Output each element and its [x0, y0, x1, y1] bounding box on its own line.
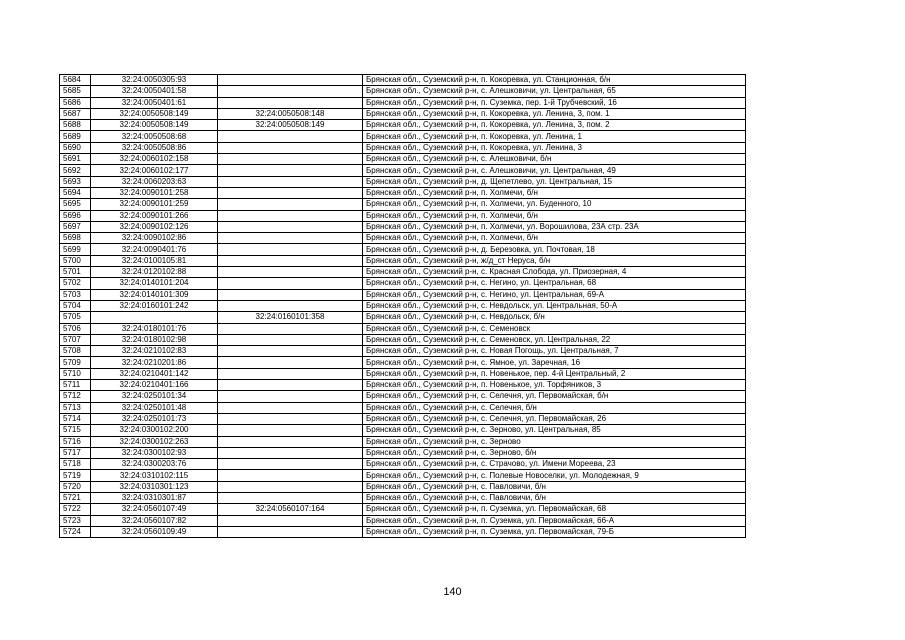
related-cadastral-number-cell	[218, 323, 363, 334]
cadastral-number-cell: 32:24:0050305:93	[91, 75, 218, 86]
cadastral-number-cell: 32:24:0210401:142	[91, 368, 218, 379]
row-number-cell: 5712	[60, 391, 91, 402]
table-row	[60, 154, 746, 165]
row-number-cell: 5711	[60, 380, 91, 391]
address-cell: Брянская обл., Суземский р-н, с. Зерново, б/н	[363, 447, 746, 458]
page-number: 140	[443, 586, 462, 598]
cadastral-number-cell: 32:24:0090101:259	[91, 199, 218, 210]
cadastral-number-cell: 32:24:0140101:204	[91, 278, 218, 289]
address-cell: Брянская обл., Суземский р-н, п. Холмечи, б/н	[363, 233, 746, 244]
cadastral-number-cell: 32:24:0300102:263	[91, 436, 218, 447]
row-number-cell: 5710	[60, 368, 91, 379]
registry-table-body	[60, 75, 746, 538]
table-row	[60, 413, 746, 424]
row-number-cell: 5705	[60, 312, 91, 323]
row-number-cell: 5716	[60, 436, 91, 447]
registry-table	[59, 74, 746, 538]
related-cadastral-number-cell	[218, 492, 363, 503]
address-cell: Брянская обл., Суземский р-н, п. Кокоревка, ул. Станционная, б/н	[363, 75, 746, 86]
related-cadastral-number-cell	[218, 233, 363, 244]
table-row	[60, 526, 746, 537]
row-number-cell: 5699	[60, 244, 91, 255]
row-number-cell: 5687	[60, 108, 91, 119]
address-cell: Брянская обл., Суземский р-н, п. Кокоревка, ул. Ленина, 1	[363, 131, 746, 142]
address-cell: Брянская обл., Суземский р-н, п. Холмечи, б/н	[363, 187, 746, 198]
table-row	[60, 312, 746, 323]
address-cell: Брянская обл., Суземский р-н, с. Павловичи, б/н	[363, 481, 746, 492]
address-cell: Брянская обл., Суземский р-н, п. Суземка, ул. Первомайская, 66-А	[363, 515, 746, 526]
row-number-cell: 5689	[60, 131, 91, 142]
cadastral-number-cell: 32:24:0060102:177	[91, 165, 218, 176]
address-cell: Брянская обл., Суземский р-н, с. Алешковичи, ул. Центральная, 49	[363, 165, 746, 176]
cadastral-number-cell: 32:24:0060203:63	[91, 176, 218, 187]
related-cadastral-number-cell	[218, 470, 363, 481]
cadastral-number-cell: 32:24:0310301:123	[91, 481, 218, 492]
row-number-cell: 5717	[60, 447, 91, 458]
table-row	[60, 86, 746, 97]
related-cadastral-number-cell	[218, 289, 363, 300]
related-cadastral-number-cell	[218, 413, 363, 424]
table-row	[60, 425, 746, 436]
row-number-cell: 5702	[60, 278, 91, 289]
related-cadastral-number-cell	[218, 97, 363, 108]
related-cadastral-number-cell	[218, 459, 363, 470]
address-cell: Брянская обл., Суземский р-н, п. Кокоревка, ул. Ленина, 3, пом. 2	[363, 120, 746, 131]
address-cell: Брянская обл., Суземский р-н, с. Негино, ул. Центральная, 69-А	[363, 289, 746, 300]
cadastral-number-cell: 32:24:0090102:86	[91, 233, 218, 244]
cadastral-number-cell: 32:24:0310102:115	[91, 470, 218, 481]
row-number-cell: 5688	[60, 120, 91, 131]
row-number-cell: 5718	[60, 459, 91, 470]
address-cell: Брянская обл., Суземский р-н, п. Холмечи, ул. Ворошилова, 23А стр. 23А	[363, 221, 746, 232]
table-row	[60, 447, 746, 458]
related-cadastral-number-cell	[218, 447, 363, 458]
cadastral-number-cell: 32:24:0050508:68	[91, 131, 218, 142]
table-row	[60, 334, 746, 345]
cadastral-number-cell: 32:24:0560109:49	[91, 526, 218, 537]
row-number-cell: 5703	[60, 289, 91, 300]
address-cell: Брянская обл., Суземский р-н, д. Березовка, ул. Почтовая, 18	[363, 244, 746, 255]
cadastral-number-cell	[91, 312, 218, 323]
address-cell: Брянская обл., Суземский р-н, п. Холмечи, б/н	[363, 210, 746, 221]
table-row	[60, 255, 746, 266]
row-number-cell: 5700	[60, 255, 91, 266]
address-cell: Брянская обл., Суземский р-н, с. Семеновск, ул. Центральная, 22	[363, 334, 746, 345]
address-cell: Брянская обл., Суземский р-н, д. Щепетлево, ул. Центральная, 15	[363, 176, 746, 187]
cadastral-number-cell: 32:24:0210401:166	[91, 380, 218, 391]
address-cell: Брянская обл., Суземский р-н, п. Суземка, ул. Первомайская, 68	[363, 504, 746, 515]
address-cell: Брянская обл., Суземский р-н, с. Павловичи, б/н	[363, 492, 746, 503]
cadastral-number-cell: 32:24:0050401:58	[91, 86, 218, 97]
row-number-cell: 5701	[60, 267, 91, 278]
table-row	[60, 278, 746, 289]
table-row	[60, 187, 746, 198]
cadastral-number-cell: 32:24:0090101:258	[91, 187, 218, 198]
related-cadastral-number-cell	[218, 368, 363, 379]
cadastral-number-cell: 32:24:0050508:149	[91, 108, 218, 119]
address-cell: Брянская обл., Суземский р-н, с. Негино, ул. Центральная, 68	[363, 278, 746, 289]
cadastral-number-cell: 32:24:0250101:48	[91, 402, 218, 413]
cadastral-number-cell: 32:24:0300102:93	[91, 447, 218, 458]
related-cadastral-number-cell	[218, 165, 363, 176]
row-number-cell: 5720	[60, 481, 91, 492]
related-cadastral-number-cell: 32:24:0050508:148	[218, 108, 363, 119]
cadastral-number-cell: 32:24:0160101:242	[91, 300, 218, 311]
row-number-cell: 5713	[60, 402, 91, 413]
cadastral-number-cell: 32:24:0050401:61	[91, 97, 218, 108]
related-cadastral-number-cell: 32:24:0160101:358	[218, 312, 363, 323]
row-number-cell: 5695	[60, 199, 91, 210]
row-number-cell: 5691	[60, 154, 91, 165]
table-row	[60, 504, 746, 515]
table-row	[60, 459, 746, 470]
table-row	[60, 233, 746, 244]
address-cell: Брянская обл., Суземский р-н, п. Суземка, ул. Первомайская, 79-Б	[363, 526, 746, 537]
row-number-cell: 5690	[60, 142, 91, 153]
row-number-cell: 5707	[60, 334, 91, 345]
cadastral-number-cell: 32:24:0300102:200	[91, 425, 218, 436]
related-cadastral-number-cell	[218, 436, 363, 447]
cadastral-number-cell: 32:24:0090101:266	[91, 210, 218, 221]
table-row	[60, 244, 746, 255]
row-number-cell: 5704	[60, 300, 91, 311]
related-cadastral-number-cell	[218, 267, 363, 278]
row-number-cell: 5706	[60, 323, 91, 334]
table-row	[60, 97, 746, 108]
cadastral-number-cell: 32:24:0100105:81	[91, 255, 218, 266]
address-cell: Брянская обл., Суземский р-н, с. Ямное, ул. Заречная, 16	[363, 357, 746, 368]
cadastral-number-cell: 32:24:0050508:149	[91, 120, 218, 131]
related-cadastral-number-cell	[218, 515, 363, 526]
row-number-cell: 5721	[60, 492, 91, 503]
table-row	[60, 176, 746, 187]
table-row	[60, 436, 746, 447]
table-row	[60, 492, 746, 503]
row-number-cell: 5684	[60, 75, 91, 86]
related-cadastral-number-cell	[218, 526, 363, 537]
cadastral-number-cell: 32:24:0310301:87	[91, 492, 218, 503]
related-cadastral-number-cell	[218, 154, 363, 165]
table-row	[60, 120, 746, 131]
cadastral-number-cell: 32:24:0560107:49	[91, 504, 218, 515]
related-cadastral-number-cell	[218, 176, 363, 187]
row-number-cell: 5697	[60, 221, 91, 232]
table-row	[60, 267, 746, 278]
address-cell: Брянская обл., Суземский р-н, с. Зерново	[363, 436, 746, 447]
row-number-cell: 5715	[60, 425, 91, 436]
row-number-cell: 5709	[60, 357, 91, 368]
row-number-cell: 5722	[60, 504, 91, 515]
table-row	[60, 108, 746, 119]
row-number-cell: 5696	[60, 210, 91, 221]
related-cadastral-number-cell	[218, 380, 363, 391]
cadastral-number-cell: 32:24:0210102:83	[91, 346, 218, 357]
address-cell: Брянская обл., Суземский р-н, ж/д_ст Неруса, б/н	[363, 255, 746, 266]
address-cell: Брянская обл., Суземский р-н, п. Новенькое, пер. 4-й Центральный, 2	[363, 368, 746, 379]
table-row	[60, 357, 746, 368]
cadastral-number-cell: 32:24:0140101:309	[91, 289, 218, 300]
table-row	[60, 142, 746, 153]
row-number-cell: 5692	[60, 165, 91, 176]
address-cell: Брянская обл., Суземский р-н, п. Новенькое, ул. Торфяников, 3	[363, 380, 746, 391]
address-cell: Брянская обл., Суземский р-н, с. Селечня, ул. Первомайская, б/н	[363, 391, 746, 402]
table-row	[60, 165, 746, 176]
row-number-cell: 5723	[60, 515, 91, 526]
row-number-cell: 5719	[60, 470, 91, 481]
cadastral-number-cell: 32:24:0250101:34	[91, 391, 218, 402]
table-row	[60, 470, 746, 481]
cadastral-number-cell: 32:24:0050508:86	[91, 142, 218, 153]
cadastral-number-cell: 32:24:0300203:76	[91, 459, 218, 470]
table-row	[60, 346, 746, 357]
address-cell: Брянская обл., Суземский р-н, с. Невдольск, б/н	[363, 312, 746, 323]
related-cadastral-number-cell	[218, 300, 363, 311]
address-cell: Брянская обл., Суземский р-н, п. Холмечи, ул. Буденного, 10	[363, 199, 746, 210]
related-cadastral-number-cell	[218, 244, 363, 255]
cadastral-number-cell: 32:24:0180101:76	[91, 323, 218, 334]
related-cadastral-number-cell	[218, 391, 363, 402]
related-cadastral-number-cell	[218, 187, 363, 198]
related-cadastral-number-cell	[218, 142, 363, 153]
cadastral-number-cell: 32:24:0250101:73	[91, 413, 218, 424]
related-cadastral-number-cell	[218, 199, 363, 210]
row-number-cell: 5686	[60, 97, 91, 108]
address-cell: Брянская обл., Суземский р-н, с. Селечня, ул. Первомайская, 26	[363, 413, 746, 424]
address-cell: Брянская обл., Суземский р-н, с. Страчово, ул. Имени Мореева, 23	[363, 459, 746, 470]
row-number-cell: 5708	[60, 346, 91, 357]
cadastral-number-cell: 32:24:0120102:88	[91, 267, 218, 278]
related-cadastral-number-cell: 32:24:0050508:149	[218, 120, 363, 131]
row-number-cell: 5693	[60, 176, 91, 187]
address-cell: Брянская обл., Суземский р-н, с. Алешковичи, ул. Центральная, 65	[363, 86, 746, 97]
table-row	[60, 391, 746, 402]
table-row	[60, 289, 746, 300]
related-cadastral-number-cell	[218, 221, 363, 232]
related-cadastral-number-cell	[218, 481, 363, 492]
related-cadastral-number-cell	[218, 425, 363, 436]
table-row	[60, 380, 746, 391]
address-cell: Брянская обл., Суземский р-н, п. Кокоревка, ул. Ленина, 3, пом. 1	[363, 108, 746, 119]
related-cadastral-number-cell	[218, 210, 363, 221]
related-cadastral-number-cell	[218, 357, 363, 368]
table-row	[60, 481, 746, 492]
table-row	[60, 368, 746, 379]
row-number-cell: 5724	[60, 526, 91, 537]
table-row	[60, 221, 746, 232]
cadastral-number-cell: 32:24:0210201:86	[91, 357, 218, 368]
related-cadastral-number-cell	[218, 86, 363, 97]
table-row	[60, 75, 746, 86]
cadastral-number-cell: 32:24:0060102:158	[91, 154, 218, 165]
address-cell: Брянская обл., Суземский р-н, с. Зерново, ул. Центральная, 85	[363, 425, 746, 436]
address-cell: Брянская обл., Суземский р-н, с. Новая Погощь, ул. Центральная, 7	[363, 346, 746, 357]
cadastral-number-cell: 32:24:0560107:82	[91, 515, 218, 526]
address-cell: Брянская обл., Суземский р-н, с. Красная Слобода, ул. Приозерная, 4	[363, 267, 746, 278]
address-cell: Брянская обл., Суземский р-н, с. Невдольск, ул. Центральная, 50-А	[363, 300, 746, 311]
row-number-cell: 5685	[60, 86, 91, 97]
table-row	[60, 515, 746, 526]
row-number-cell: 5714	[60, 413, 91, 424]
address-cell: Брянская обл., Суземский р-н, с. Селечня, б/н	[363, 402, 746, 413]
row-number-cell: 5694	[60, 187, 91, 198]
related-cadastral-number-cell	[218, 255, 363, 266]
related-cadastral-number-cell	[218, 131, 363, 142]
address-cell: Брянская обл., Суземский р-н, с. Полевые Новоселки, ул. Молодежная, 9	[363, 470, 746, 481]
cadastral-number-cell: 32:24:0090401:76	[91, 244, 218, 255]
table-row	[60, 131, 746, 142]
cadastral-number-cell: 32:24:0180102:98	[91, 334, 218, 345]
related-cadastral-number-cell: 32:24:0560107:164	[218, 504, 363, 515]
related-cadastral-number-cell	[218, 334, 363, 345]
related-cadastral-number-cell	[218, 278, 363, 289]
row-number-cell: 5698	[60, 233, 91, 244]
table-row	[60, 300, 746, 311]
table-row	[60, 402, 746, 413]
related-cadastral-number-cell	[218, 346, 363, 357]
address-cell: Брянская обл., Суземский р-н, с. Семеновск	[363, 323, 746, 334]
cadastral-number-cell: 32:24:0090102:126	[91, 221, 218, 232]
table-row	[60, 210, 746, 221]
table-row	[60, 323, 746, 334]
related-cadastral-number-cell	[218, 402, 363, 413]
table-row	[60, 199, 746, 210]
address-cell: Брянская обл., Суземский р-н, п. Суземка, пер. 1-й Трубчевский, 16	[363, 97, 746, 108]
address-cell: Брянская обл., Суземский р-н, п. Кокоревка, ул. Ленина, 3	[363, 142, 746, 153]
address-cell: Брянская обл., Суземский р-н, с. Алешковичи, б/н	[363, 154, 746, 165]
related-cadastral-number-cell	[218, 75, 363, 86]
